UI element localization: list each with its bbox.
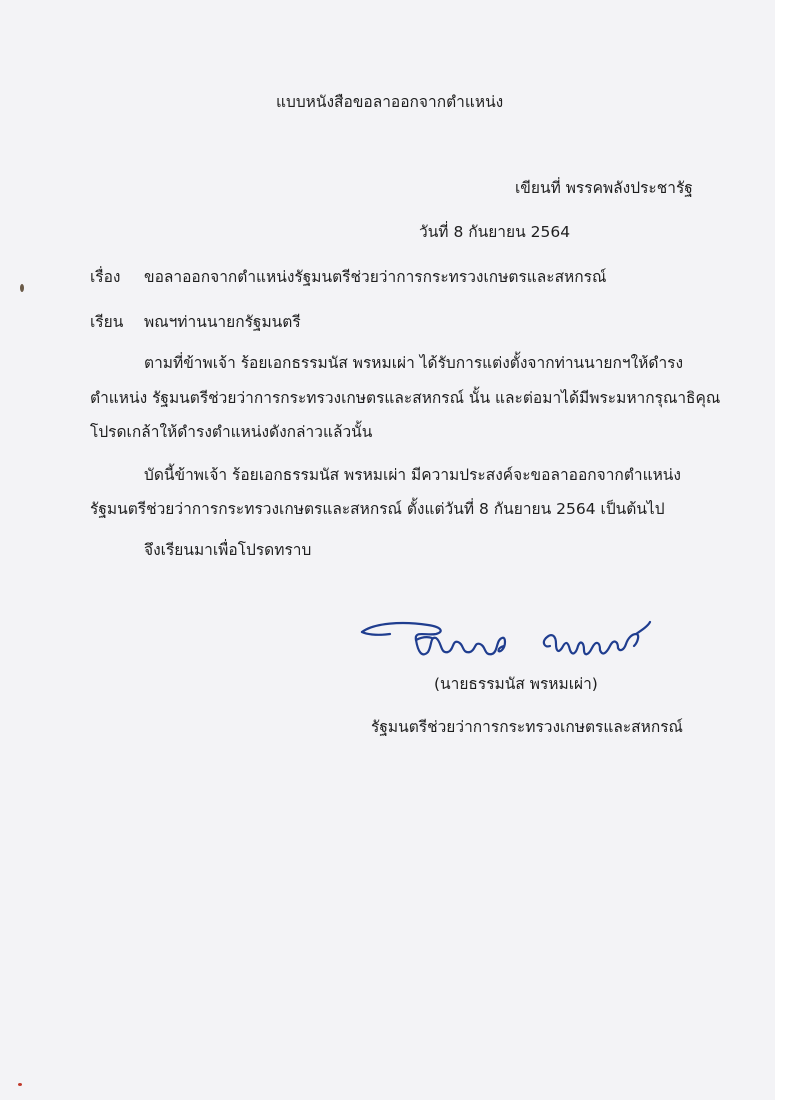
letter-date: วันที่ 8 กันยายน 2564 (419, 223, 571, 241)
recipient-label: เรียน (90, 313, 124, 331)
closing-line: จึงเรียนมาเพื่อโปรดทราบ (144, 541, 312, 559)
paragraph-1-line-2: ตำแหน่ง รัฐมนตรีช่วยว่าการกระทรวงเกษตรและสหกรณ์ นั้น และต่อมาได้มีพระมหากรุณาธิคุณ (90, 389, 721, 407)
paragraph-2-line-1: บัดนี้ข้าพเจ้า ร้อยเอกธรรมนัส พรหมเผ่า มีความประสงค์จะขอลาออกจากตำแหน่ง (144, 466, 681, 484)
recipient-text: พณฯท่านนายกรัฐมนตรี (144, 313, 301, 331)
paragraph-2-line-2: รัฐมนตรีช่วยว่าการกระทรวงเกษตรและสหกรณ์ ตั้งแต่วันที่ 8 กันยายน 2564 เป็นต้นไป (90, 500, 665, 518)
paper-speck (18, 1083, 22, 1086)
letter-title: แบบหนังสือขอลาออกจากตำแหน่ง (276, 93, 504, 111)
signatory-position: รัฐมนตรีช่วยว่าการกระทรวงเกษตรและสหกรณ์ (371, 718, 683, 736)
paper-speck (20, 284, 24, 292)
handwritten-signature-icon (356, 612, 666, 670)
paragraph-1-line-3: โปรดเกล้าให้ดำรงตำแหน่งดังกล่าวแล้วนั้น (90, 423, 373, 441)
subject-text: ขอลาออกจากตำแหน่งรัฐมนตรีช่วยว่าการกระทรวงเกษตรและสหกรณ์ (144, 268, 607, 286)
page-margin (775, 0, 799, 1100)
signatory-name: (นายธรรมนัส พรหมเผ่า) (434, 675, 598, 693)
subject-label: เรื่อง (90, 268, 121, 286)
written-at: เขียนที่ พรรคพลังประชารัฐ (515, 179, 693, 197)
paragraph-1-line-1: ตามที่ข้าพเจ้า ร้อยเอกธรรมนัส พรหมเผ่า ได้รับการแต่งตั้งจากท่านนายกฯให้ดำรง (144, 354, 684, 372)
